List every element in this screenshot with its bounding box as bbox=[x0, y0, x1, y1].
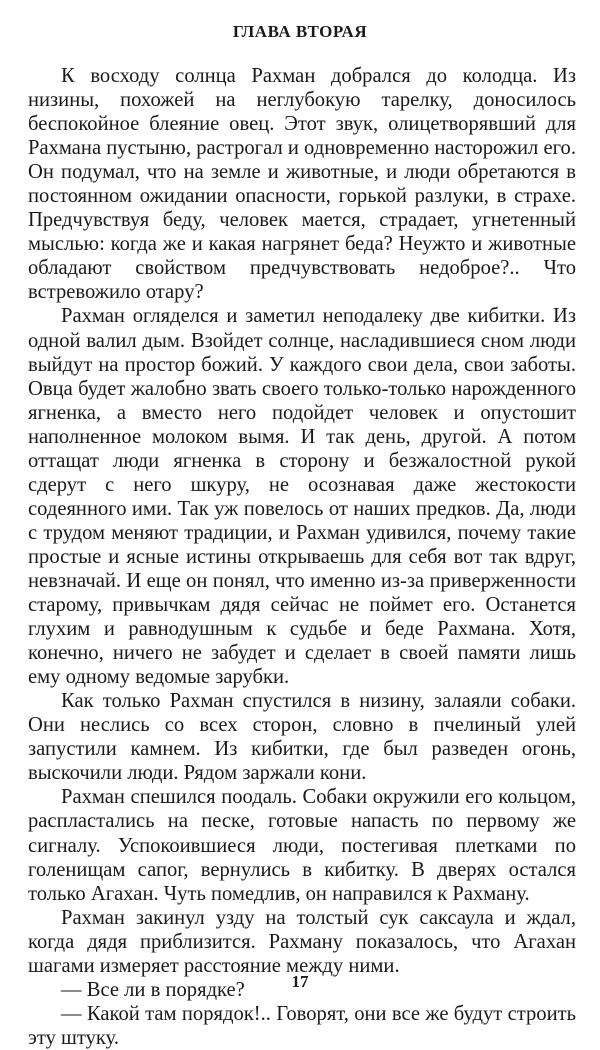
dialogue-line: — Какой там порядок!.. Говорят, они все же будут строить эту штуку. bbox=[28, 1002, 576, 1049]
dialogue-line: — Все ли в порядке? bbox=[61, 978, 245, 1001]
body-text bbox=[28, 64, 576, 1050]
paragraph: Как только Рахман спустился в низину, залаяли собаки. Они неслись со всех сторон, словно в пчелиный улей запустили камнем. Из кибитки, где был разведен огонь, выскочили люди. Рядом заржали кони. bbox=[28, 690, 576, 785]
paragraph: Рахман спешился поодаль. Собаки окружили его кольцом, распластались на песке, готовые напасть по первому же сигналу. Успокоившиеся люди, постегивая плетками по голенищам сапог, вернулись в кибитку. В дверях остался только Агахан. Чуть помедлив, он направился к Рахману. bbox=[28, 786, 576, 905]
paragraph: Рахман огляделся и заметил неподалеку две кибитки. Из одной валил дым. Взойдет солнце, насладившиеся сном люди выйдут на простор божий. У каждого свои дела, свои заботы. Овца будет жалобно звать своего только-только нарожденного ягненка, а вместо него подойдет человек и опустошит наполненное молоком вымя. И так день, другой. А потом оттащат люди ягненка в сторону и безжалостной рукой сдерут с него шкуру, не осознавая даже жестокости содеянного ими. Так уж повелось от наших предков. Да, люди с трудом меняют традиции, и Рахман удивился, почему такие простые и ясные истины открываешь для себя вот так вдруг, невзначай. И еще он понял, что именно из-за приверженности старому, привычкам дядя сейчас не поймет его. Останется глухим и равнодушным к судьбе и беде Рахмана. Хотя, конечно, ничего не забудет и сделает в своей памяти лишь ему одному ведомые зарубки. bbox=[28, 305, 576, 689]
paragraph: Рахман закинул узду на толстый сук саксаула и ждал, когда дядя приблизится. Рахману показалось, что Агахан шагами измеряет расстояние между ними. bbox=[28, 906, 576, 977]
page-number: 17 bbox=[291, 972, 309, 991]
paragraph: К восходу солнца Рахман добрался до колодца. Из низины, похожей на неглубокую тарелку, доносилось беспокойное блеяние овец. Этот звук, олицетворявший для Рахмана пустыню, растрогал и одновременно насторожил его. Он подумал, что на земле и животные, и люди обретаются в постоянном ожидании опасности, горькой разлуки, в страхе. Предчувствуя беду, человек мается, страдает, угнетенный мыслью: когда же и какая нагрянет беда? Неужто и животные обладают свойством предчувствовать недоброе?.. Что встревожило отару? bbox=[28, 65, 576, 304]
chapter-title: ГЛАВА ВТОРАЯ bbox=[232, 22, 368, 41]
